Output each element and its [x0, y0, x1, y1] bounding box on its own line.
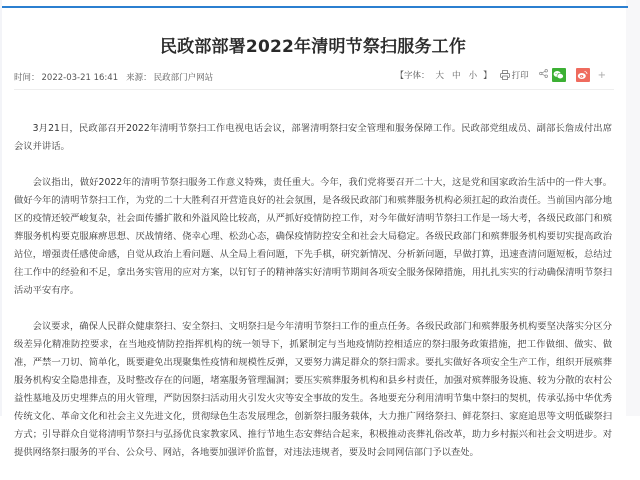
- time-value: 2022-03-21 16:41: [41, 73, 119, 83]
- paragraph: 会议指出，做好2022年的清明节祭扫服务工作意义特殊，责任重大。今年，我们党将要召开二十大，这是党和国家政治生活中的一件大事。做好今年的清明节祭扫工作，为党的二十大胜利召开营造良好的社会氛围，是各级民政部门和殡葬服务机构必须扛起的政治责任。当前国内部分地区的疫情还较严峻复杂，社会面传播扩散和外溢风险比较高，从严抓好疫情防控工作，对今年做好清明节祭扫工作是一场大考，各级民政部门和殡葬服务机构要克服麻痹思想、厌战情绪、侥幸心理、松劲心态，确保疫情防控安全和社会大局稳定。各级民政部门和殡葬服务机构要切实提高政治站位，增强责任感使命感，自觉从政治上看问题、从全局上看问题，下先手棋，研究新情况、分析新问题，早做打算，迅速查清问题短板，总结过往工作中的经验和不足，拿出务实管用的应对方案，以钉钉子的精神落实好清明节期间各项安全服务保障措施，用扎扎实实的行动确保清明节祭扫活动平安有序。: [14, 177, 612, 296]
- source-value: 民政部门户网站: [153, 73, 214, 83]
- header-accent-line: [2, 6, 628, 8]
- print-button[interactable]: [500, 69, 529, 81]
- scrollbar-track[interactable]: [626, 0, 640, 416]
- meta-divider: [14, 89, 614, 90]
- font-size-prefix: 【字体：: [395, 71, 430, 81]
- printer-icon: [500, 70, 510, 80]
- share-icon[interactable]: [539, 69, 548, 81]
- article-toolbar: [396, 68, 606, 82]
- font-size-medium-button[interactable]: 中: [452, 71, 461, 81]
- font-size-suffix: 】: [483, 71, 492, 81]
- wechat-icon: [553, 70, 564, 80]
- font-size-large-button[interactable]: 大: [435, 71, 445, 81]
- time-label: 时间：: [14, 73, 40, 83]
- source-label: 来源：: [126, 73, 152, 83]
- font-size-small-button[interactable]: 小: [468, 71, 478, 81]
- meta-info: [14, 71, 215, 83]
- paragraph: 会议要求，确保人民群众健康祭扫、安全祭扫、文明祭扫是今年清明节祭扫工作的重点任务。各级民政部门和殡葬服务机构要坚决落实分区分级差异化精准防控要求，在当地疫情防控指挥机构的统一领导下，抓紧制定与当地疫情防控相适应的祭扫服务政策措施，把工作做细、做实、做准，严禁一刀切、简单化，既要避免出现聚集性疫情和规模性反弹，又要努力满足群众的祭扫需求。要扎实做好各项安全生产工作，组织开展殡葬服务机构安全隐患排查，及时整改存在的问题，堵塞服务管理漏洞；要压实殡葬服务机构和县乡村责任，加强对殡葬服务设施、较为分散的农村公益性墓地及历史埋葬点的用火管理，严防因祭扫活动用火引发火灾等安全事故的发生。各地要充分利用清明节集中祭扫的契机，传承弘扬中华优秀传统文化、革命文化和社会主义先进文化，贯彻绿色生态发展理念，创新祭扫服务载体，大力推广网络祭扫、鲜花祭扫、家庭追思等文明低碳祭扫方式；引导群众自觉将清明节祭扫与弘扬优良家教家风、推行节地生态安葬结合起来，积极推动丧葬礼俗改革，助力乡村振兴和社会文明进步。对提供网络祭扫服务的平台、公众号、网站，各地要加强评价监督，对违法违规者，要及时会同网信部门予以查处。: [14, 321, 612, 458]
- print-label: 打印: [511, 71, 529, 81]
- article-title: 民政部部署2022年清明节祭扫服务工作: [159, 37, 467, 57]
- wechat-share-button[interactable]: [552, 68, 566, 82]
- article-meta: [14, 68, 612, 84]
- article-body: [14, 120, 612, 480]
- weibo-icon: [577, 70, 588, 80]
- page-left-edge: [0, 0, 2, 416]
- weibo-share-button[interactable]: [576, 68, 590, 82]
- more-share-button[interactable]: +: [597, 69, 606, 81]
- paragraph: 3月21日，民政部召开2022年清明节祭扫工作电视电话会议，部署清明祭扫安全管理和服务保障工作。民政部党组成员、副部长詹成付出席会议并讲话。: [14, 123, 612, 152]
